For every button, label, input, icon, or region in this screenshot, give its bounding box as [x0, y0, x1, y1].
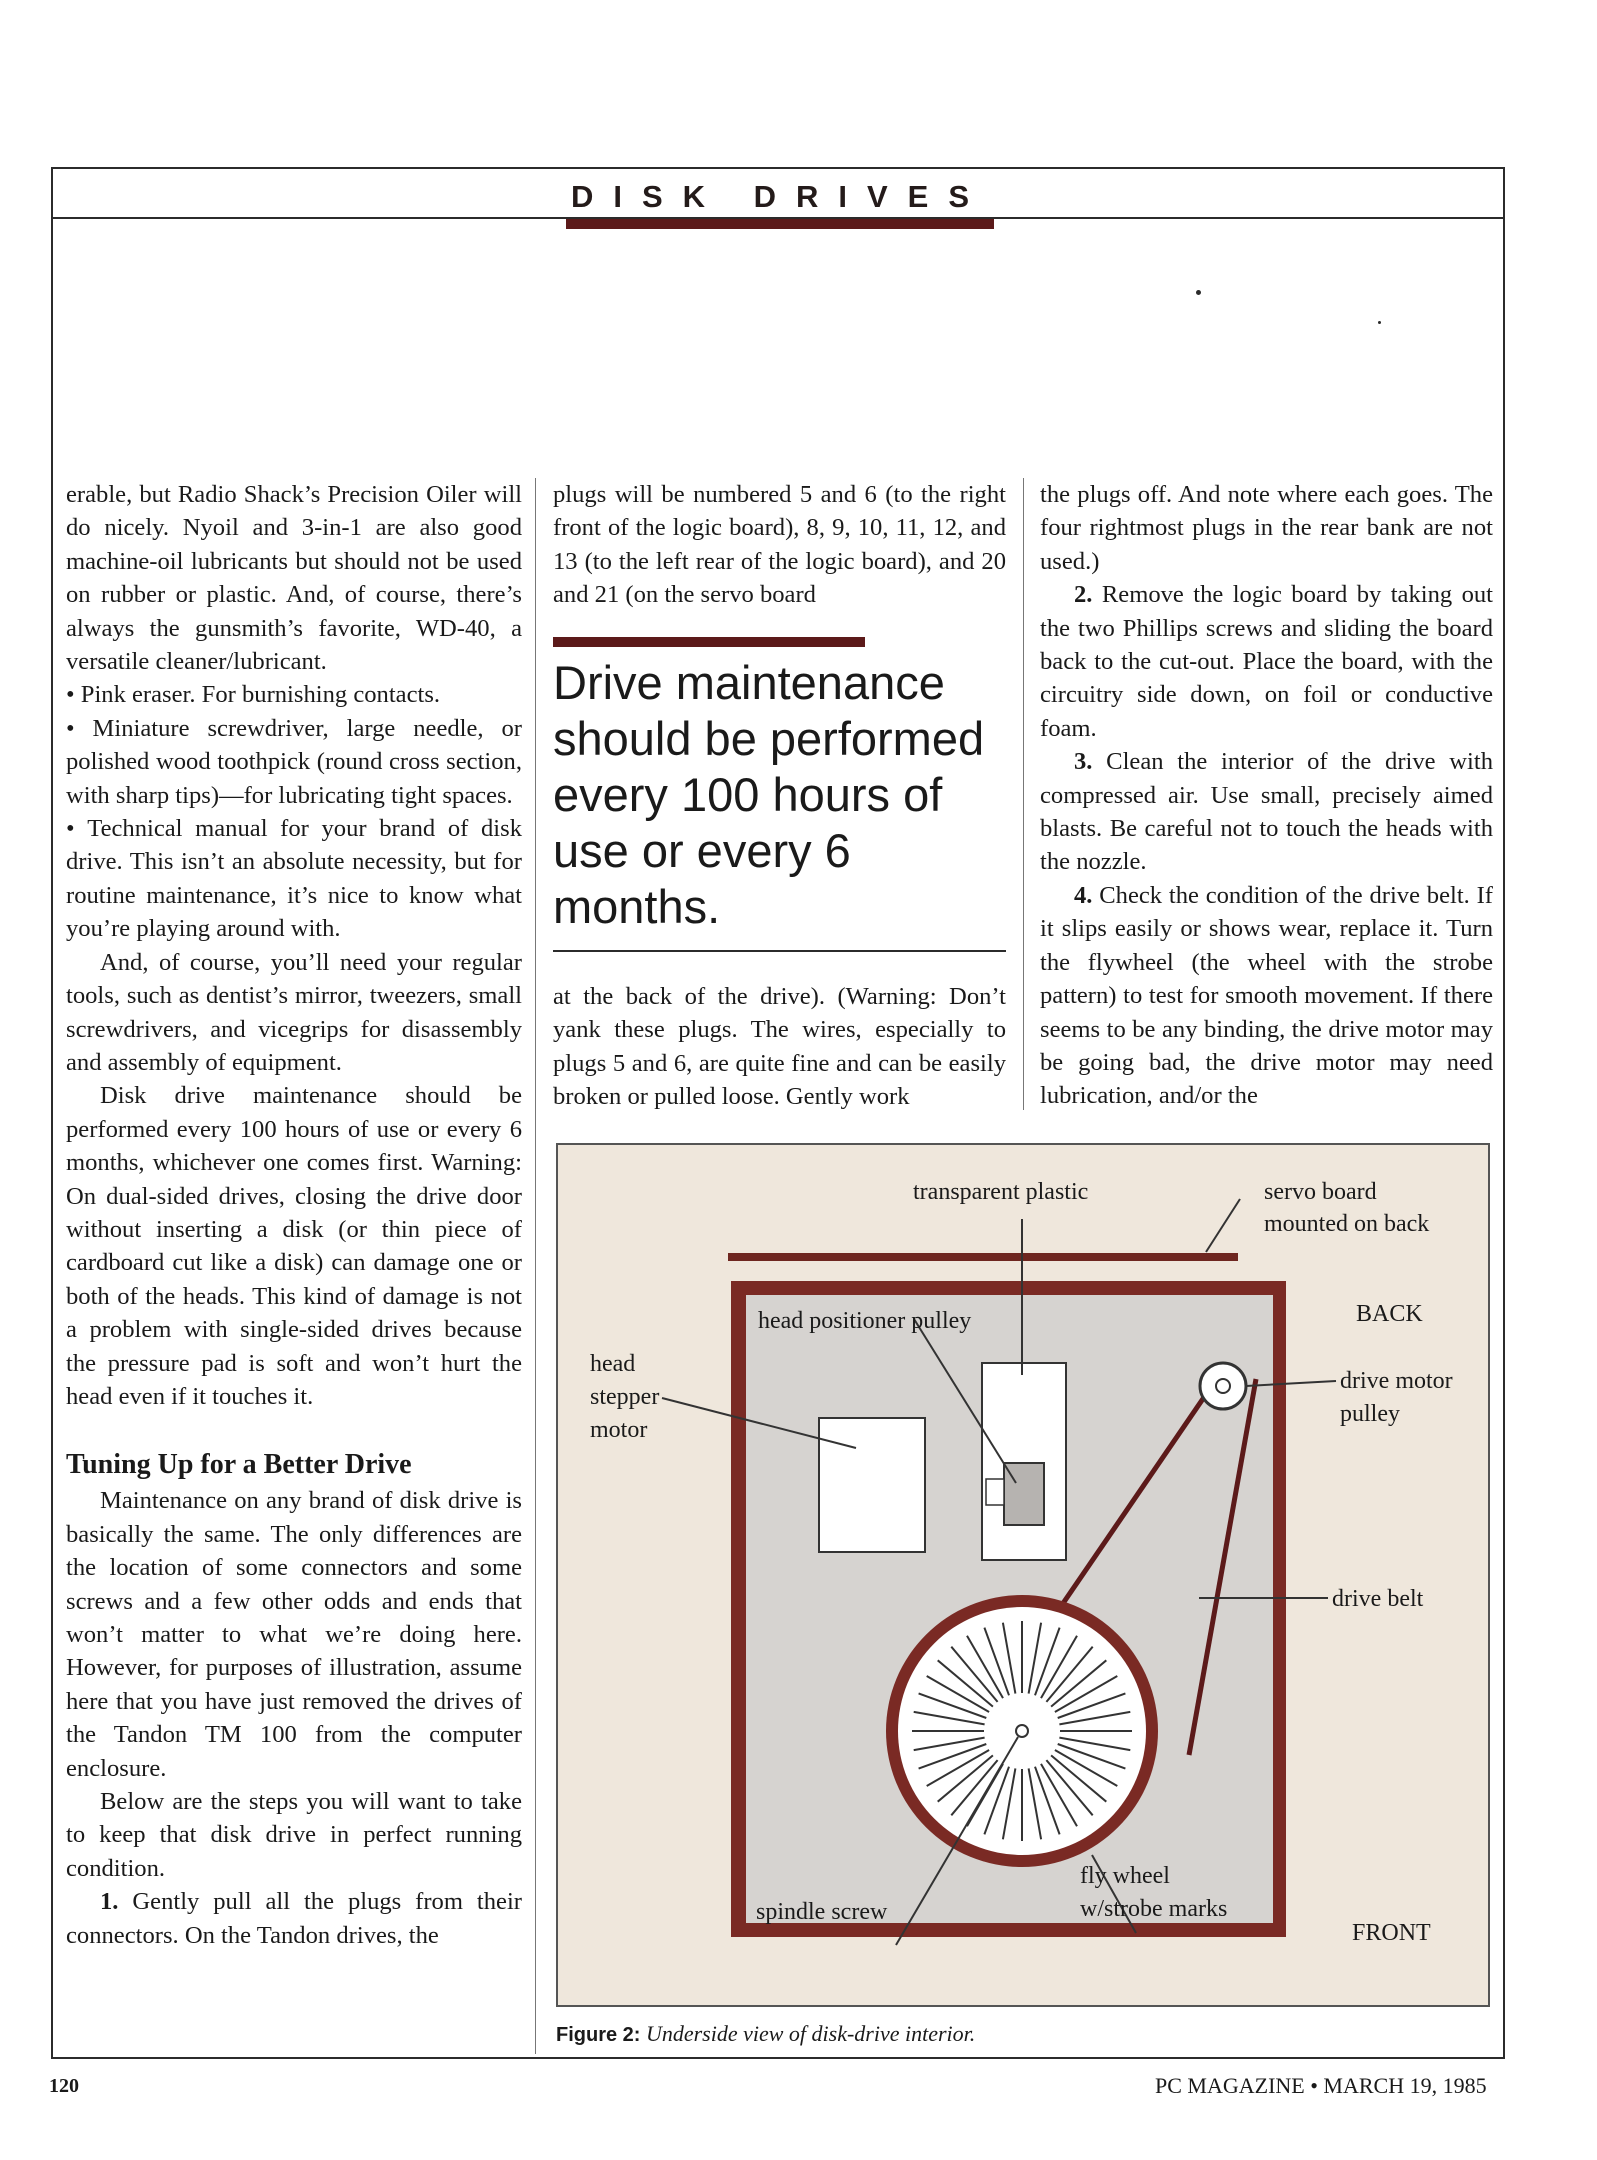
- paragraph: at the back of the drive). (Warning: Don’t yank these plugs. The wires, especially to plugs 5 and 6, are quite fine and can be easily broken or pulled loose. Gently work: [553, 983, 1006, 1111]
- paragraph: Maintenance on any brand of disk drive is basically the same. The only differences are the location of some connectors and some screws and a few other odds and ends that won’t matter to what we’re doing here. However, for purposes of illustration, assume here that you have just removed the drives of the Tandon TM 100 from the computer enclosure.: [66, 1487, 522, 1782]
- step-text: Check the condition of the drive belt. If it slips easily or shows wear, replace it. Turn the flywheel (the wheel with the strobe pattern) to test for smooth movement. If there seems to be any binding, the drive motor may be going bad, the drive motor may need lubrication, and/or the: [1040, 881, 1493, 1110]
- figure-caption: [556, 2020, 1456, 2049]
- paragraph: Below are the steps you will want to take to keep that disk drive in perfect running condition.: [66, 1788, 522, 1882]
- pullquote-rule: [553, 950, 1006, 952]
- step-text: Clean the interior of the drive with compressed air. Use small, precisely aimed blasts. Be careful not to touch the heads with the nozzle.: [1040, 748, 1493, 876]
- paragraph: Disk drive maintenance should be performed every 100 hours of use or every 6 months, whichever one comes first. Warning: On dual-sided drives, closing the drive door without inserting a disk (or thin piece of cardboard cut like a disk) can damage one or both of the heads. This kind of damage is not a problem with single-sided drives because the pressure pad is soft and won’t hurt the head even if it touches it.: [66, 1082, 522, 1410]
- label-front: FRONT: [1352, 1920, 1431, 1946]
- step-number: 2.: [1074, 581, 1093, 609]
- speck: [1378, 321, 1381, 324]
- step-paragraph: [1040, 578, 1493, 745]
- column-rule: [1023, 478, 1024, 1110]
- paragraph: plugs will be numbered 5 and 6 (to the right front of the logic board), 8, 9, 10, 11, 12, and 13 (to the left rear of the logic board), and 20 and 21 (on the servo board: [553, 481, 1006, 609]
- paragraph: And, of course, you’ll need your regular tools, such as dentist’s mirror, tweezers, small screwdrivers, and vicegrips for disassembly and assembly of equipment.: [66, 948, 522, 1076]
- paragraph: the plugs off. And note where each goes. The four rightmost plugs in the rear bank are not used.): [1040, 481, 1493, 575]
- paragraph: erable, but Radio Shack’s Precision Oiler will do nicely. Nyoil and 3-in-1 are also good machine-oil lubricants but should not be used on rubber or plastic. And, of course, there’s always the gunsmith’s favorite, WD-40, a versatile cleaner/lubricant.: [66, 481, 522, 676]
- stepper-motor-box: [819, 1418, 925, 1552]
- step-paragraph: [1040, 745, 1493, 879]
- label-drive-motor-pulley-2: pulley: [1340, 1401, 1400, 1427]
- label-head-stepper-3: motor: [590, 1417, 648, 1443]
- column-2-continued: [553, 980, 1006, 1114]
- header-accent-bar: [566, 219, 994, 229]
- step-paragraph: [66, 1885, 522, 1952]
- bullet-item: • Technical manual for your brand of disk drive. This isn’t an absolute necessity, but for routine maintenance, it’s nice to know what you’re playing around with.: [66, 812, 522, 946]
- label-servo-board-2: mounted on back: [1264, 1211, 1430, 1237]
- step-text: Gently pull all the plugs from their connectors. On the Tandon drives, the: [66, 1888, 522, 1949]
- section-subhead: Tuning Up for a Better Drive: [66, 1449, 412, 1481]
- pullquote: Drive maintenance should be performed every 100 hours of use or every 6 months.: [553, 656, 985, 933]
- label-fly-wheel: fly wheel: [1080, 1863, 1170, 1889]
- column-rule: [535, 478, 536, 2054]
- column-3: [1040, 478, 1493, 1113]
- label-head-stepper: head: [590, 1351, 636, 1377]
- label-fly-wheel-2: w/strobe marks: [1080, 1896, 1228, 1922]
- step-number: 1.: [100, 1888, 119, 1916]
- bullet-item: • Pink eraser. For burnishing contacts.: [66, 678, 522, 711]
- column-1: [66, 478, 522, 1952]
- column-2: [553, 478, 1006, 612]
- step-paragraph: [1040, 879, 1493, 1113]
- step-number: 3.: [1074, 748, 1093, 776]
- figure-2-diagram: [556, 1143, 1490, 2007]
- label-transparent-plastic: transparent plastic: [913, 1179, 1089, 1205]
- bullet-item: • Miniature screwdriver, large needle, or polished wood toothpick (round cross section, with sharp tips)—for lubricating tight spaces.: [66, 712, 522, 812]
- speck: [1196, 290, 1201, 295]
- label-head-positioner: head positioner pulley: [758, 1308, 972, 1334]
- caption-text: Underside view of disk-drive interior.: [645, 2021, 976, 2046]
- head-tab: [986, 1479, 1004, 1505]
- label-back: BACK: [1356, 1301, 1423, 1327]
- label-drive-belt: drive belt: [1332, 1586, 1424, 1612]
- step-text: Remove the logic board by taking out the two Phillips screws and sliding the board back to the cut-out. Place the board, with the circuitry side down, on foil or conductive foam.: [1040, 581, 1494, 742]
- step-number: 4.: [1074, 881, 1093, 909]
- spindle-screw-head: [1016, 1725, 1028, 1737]
- page-number: 120: [49, 2075, 79, 2097]
- pullquote-bar: [553, 637, 865, 647]
- label-spindle-screw: spindle screw: [756, 1899, 888, 1925]
- servo-board: [728, 1253, 1238, 1261]
- caption-label: Figure 2:: [556, 2024, 641, 2046]
- label-head-stepper-2: stepper: [590, 1384, 660, 1410]
- label-servo-board: servo board: [1264, 1179, 1377, 1205]
- label-drive-motor-pulley: drive motor: [1340, 1368, 1453, 1394]
- motor-pulley-outer: [1200, 1363, 1246, 1409]
- section-title: DISK DRIVES: [570, 179, 990, 214]
- head-positioner-box: [982, 1363, 1066, 1560]
- publication-line: PC MAGAZINE • MARCH 19, 1985: [1155, 2073, 1487, 2098]
